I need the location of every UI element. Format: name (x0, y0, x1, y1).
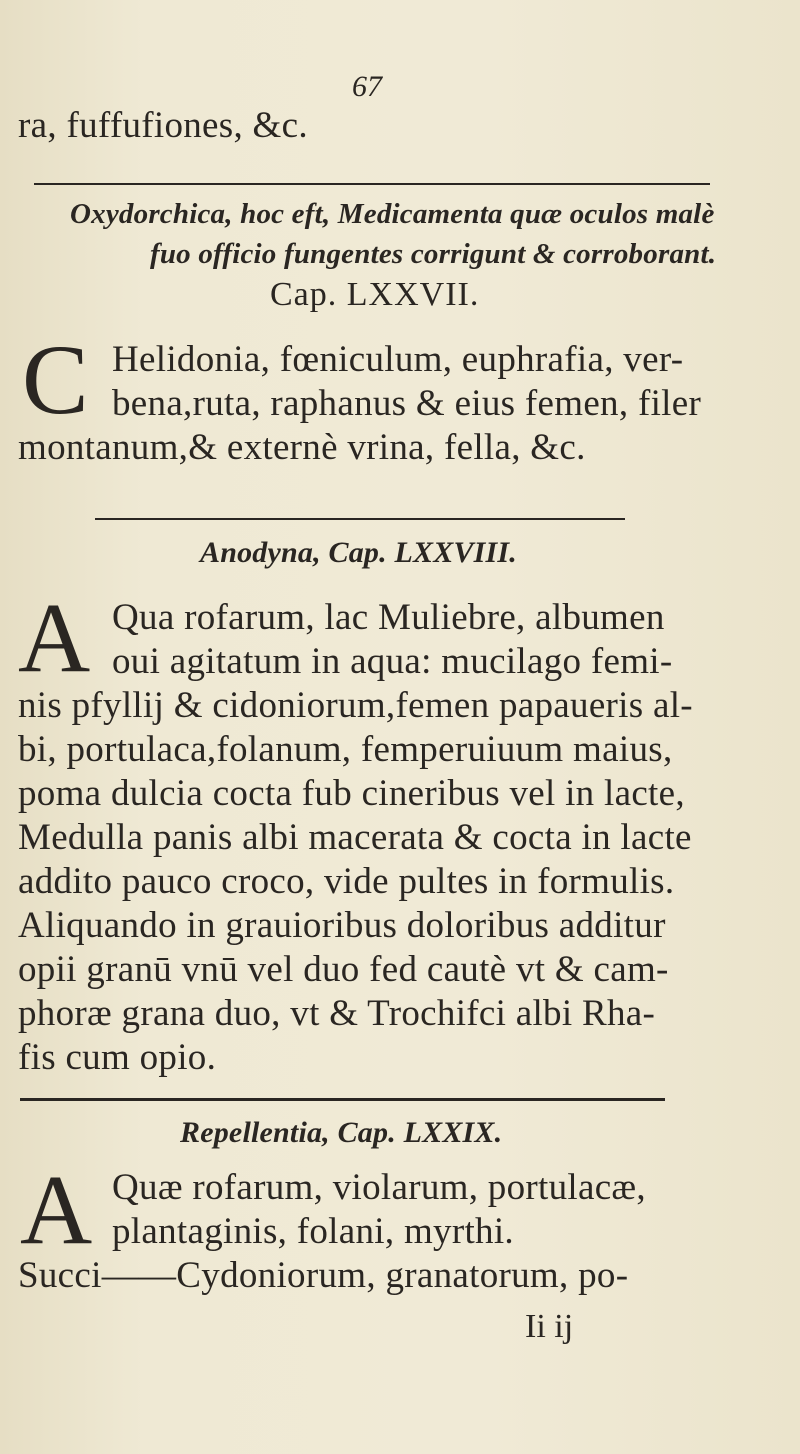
text-line: Quæ rofarum, violarum, portulacæ, (112, 1167, 646, 1208)
text-line: Succi——Cydoniorum, granatorum, po- (18, 1255, 629, 1296)
text-line: phoræ grana duo, vt & Trochifci albi Rha- (18, 993, 656, 1034)
text-line: Helidonia, fœniculum, euphrafia, ver- (112, 339, 684, 380)
section-heading: Repellentia, Cap. LXXIX. (180, 1116, 503, 1149)
section-heading-line: fuo officio fungentes corrigunt & corroborant. (150, 238, 717, 270)
signature-mark: Ii ij (525, 1308, 574, 1345)
text-line: montanum,& externè vrina, fella, &c. (18, 427, 586, 468)
drop-cap-initial: A (18, 582, 91, 693)
divider-rule (34, 183, 710, 185)
continuation-line: ra, fuffufiones, &c. (18, 105, 308, 146)
text-line: poma dulcia cocta fub cineribus vel in lacte, (18, 773, 685, 814)
text-line: opii granū vnū vel duo fed cautè vt & cam- (18, 949, 669, 990)
text-line: bi, portulaca,folanum, femperuiuum maius, (18, 729, 673, 770)
divider-rule (95, 518, 625, 520)
section-heading: Anodyna, Cap. LXXVIII. (200, 536, 517, 569)
text-line: plantaginis, folani, myrthi. (112, 1211, 514, 1252)
page-number: 67 (352, 70, 382, 103)
text-line: nis pfyllij & cidoniorum,femen papaueris al- (18, 685, 693, 726)
text-line: fis cum opio. (18, 1037, 217, 1078)
text-line: bena,ruta, raphanus & eius femen, filer (112, 383, 702, 424)
chapter-heading: Cap. LXXVII. (270, 276, 480, 313)
text-line: Qua rofarum, lac Muliebre, albumen (112, 597, 665, 638)
text-line: Medulla panis albi macerata & cocta in lacte (18, 817, 692, 858)
section-heading-line: Oxydorchica, hoc eft, Medicamenta quæ oculos malè (70, 198, 715, 230)
drop-cap-initial: C (22, 324, 89, 435)
text-line: addito pauco croco, vide pultes in formulis. (18, 861, 675, 902)
drop-cap-initial: A (20, 1154, 93, 1265)
divider-rule (20, 1098, 665, 1101)
text-line: oui agitatum in aqua: mucilago femi- (112, 641, 673, 682)
text-line: Aliquando in grauioribus doloribus additur (18, 905, 666, 946)
